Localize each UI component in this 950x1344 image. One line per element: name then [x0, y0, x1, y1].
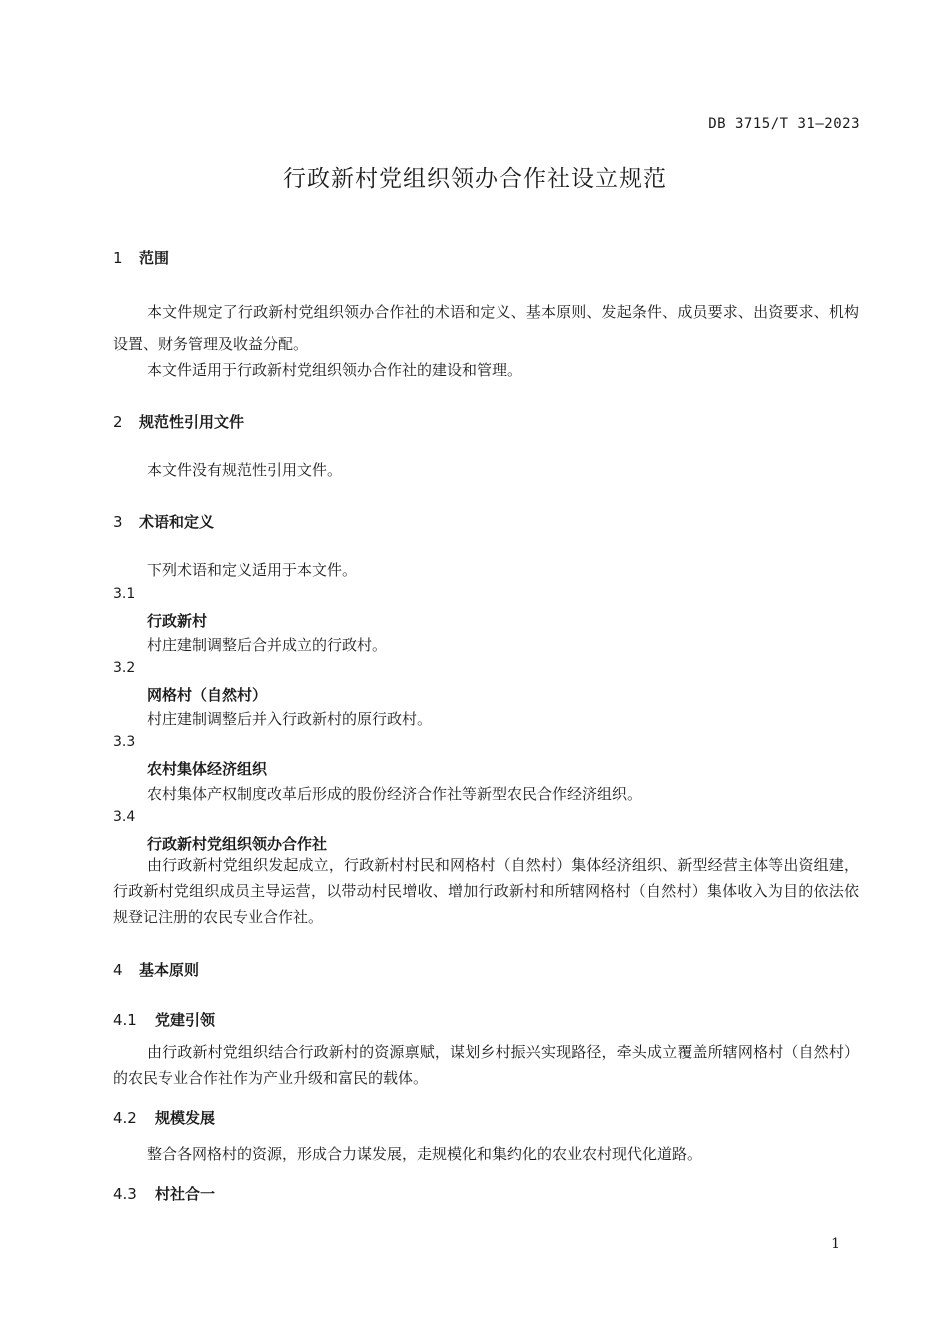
- section-number: 4: [113, 961, 123, 979]
- clause-4-3-heading: [113, 1183, 215, 1204]
- section-title: 范围: [139, 249, 170, 267]
- section-title: 基本原则: [139, 961, 200, 979]
- clause-number: 4.2: [113, 1109, 137, 1127]
- clause-title: 村社合一: [155, 1185, 216, 1203]
- term-3-2-definition: 村庄建制调整后并入行政新村的原行政村。: [147, 710, 433, 728]
- doc-title: 行政新村党组织领办合作社设立规范: [283, 166, 667, 192]
- term-3-3-number: 3.3: [113, 734, 136, 750]
- section-1-paragraph-2: 本文件适用于行政新村党组织领办合作社的建设和管理。: [147, 361, 523, 379]
- clause-4-2-heading: [113, 1107, 215, 1128]
- term-3-1-number: 3.1: [113, 586, 136, 602]
- section-title: 规范性引用文件: [139, 413, 245, 431]
- section-number: 3: [113, 513, 123, 531]
- term-3-2-number: 3.2: [113, 660, 136, 676]
- section-2-heading: [113, 411, 244, 432]
- clause-title: 党建引领: [155, 1011, 216, 1029]
- section-title: 术语和定义: [139, 513, 215, 531]
- clause-number: 4.1: [113, 1011, 137, 1029]
- term-3-3-definition: 农村集体产权制度改革后形成的股份经济合作社等新型农民合作经济组织。: [147, 785, 643, 803]
- term-3-2-name: 网格村（自然村）: [147, 686, 268, 704]
- section-number: 1: [113, 249, 123, 267]
- clause-number: 4.3: [113, 1185, 137, 1203]
- term-3-4-definition: 由行政新村党组织发起成立，行政新村村民和网格村（自然村）集体经济组织、新型经营主体等出资组建，行政新村党组织成员主导运营，以带动村民增收、增加行政新村和所辖网格村（自然村）集体收入为目的依法依规登记注册的农民专业合作社。: [113, 856, 859, 926]
- term-3-4-name: 行政新村党组织领办合作社: [147, 835, 328, 853]
- section-1-paragraph-1: 本文件规定了行政新村党组织领办合作社的术语和定义、基本原则、发起条件、成员要求、出资要求、机构设置、财务管理及收益分配。: [113, 303, 859, 353]
- term-3-3-name: 农村集体经济组织: [147, 760, 268, 778]
- section-1-heading: [113, 247, 169, 268]
- section-number: 2: [113, 413, 123, 431]
- clause-4-1-heading: [113, 1009, 215, 1030]
- doc-number: DB 3715/T 31—2023: [708, 116, 860, 132]
- term-3-1-definition: 村庄建制调整后合并成立的行政村。: [147, 636, 388, 654]
- section-4-heading: [113, 959, 199, 980]
- term-3-1-name: 行政新村: [147, 612, 208, 630]
- clause-4-2-paragraph: 整合各网格村的资源，形成合力谋发展，走规模化和集约化的农业农村现代化道路。: [147, 1145, 703, 1163]
- term-3-4-number: 3.4: [113, 809, 136, 825]
- clause-4-1-paragraph: 由行政新村党组织结合行政新村的资源禀赋，谋划乡村振兴实现路径，牵头成立覆盖所辖网格村（自然村）的农民专业合作社作为产业升级和富民的载体。: [113, 1043, 859, 1087]
- section-3-paragraph-1: 下列术语和定义适用于本文件。: [147, 561, 358, 579]
- section-3-heading: [113, 511, 214, 532]
- page-number: 1: [831, 1236, 840, 1252]
- section-2-paragraph-1: 本文件没有规范性引用文件。: [147, 461, 343, 479]
- clause-title: 规模发展: [155, 1109, 216, 1127]
